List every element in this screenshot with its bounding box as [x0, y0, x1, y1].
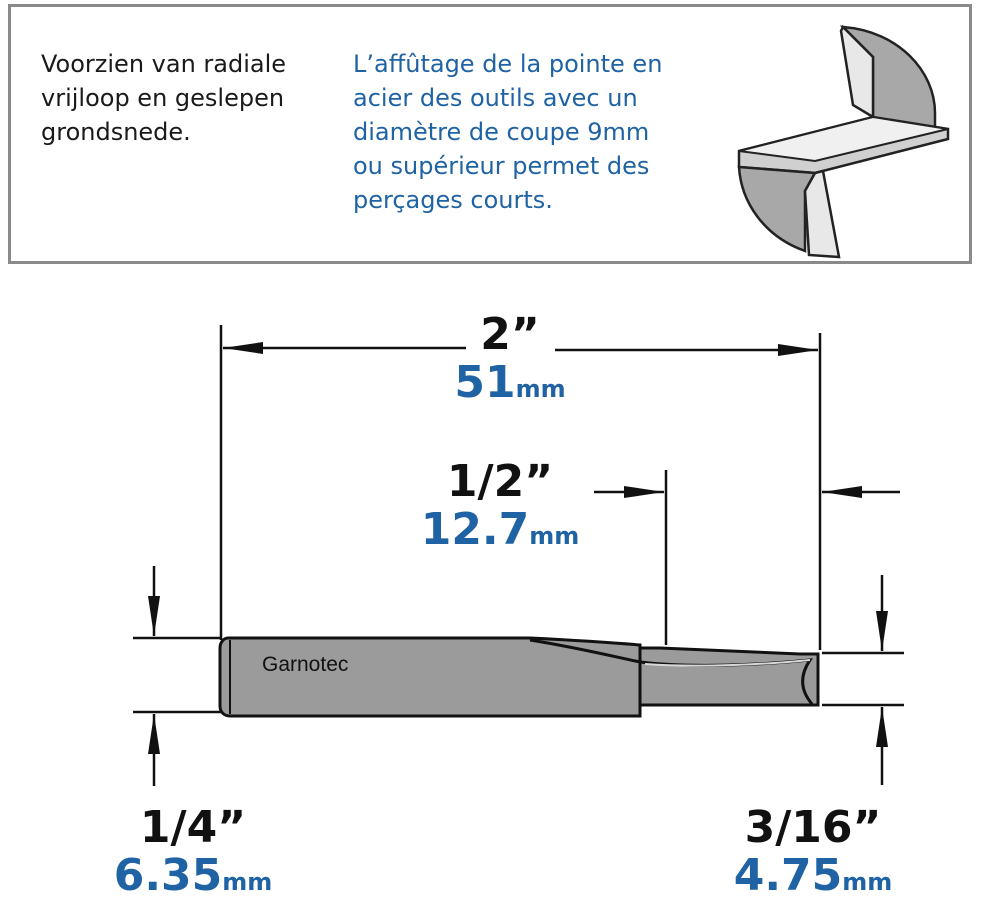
- cutting-length-imperial: 1/2”: [446, 456, 554, 507]
- cutting-diameter-metric: 4.75mm: [733, 850, 893, 901]
- shank-diameter-metric: 6.35mm: [113, 850, 273, 901]
- cutting-section-body: [640, 648, 818, 705]
- description-dutch: Voorzien van radiale vrijloop en geslepen grondsnede.: [41, 50, 287, 146]
- cutting-diameter-imperial: 3/16”: [744, 802, 882, 853]
- overall-length-metric: 51mm: [454, 357, 566, 408]
- cutting-length-metric: 12.7mm: [420, 504, 580, 555]
- overall-length-imperial: 2”: [480, 309, 540, 360]
- brand-label: Garnotec: [262, 653, 349, 676]
- description-french: L’affûtage de la pointe en acier des outils avec un diamètre de coupe 9mm ou supérieur permet des perçages courts.: [353, 50, 663, 214]
- cutting-length-label: [400, 456, 600, 555]
- shank-diameter-label: [98, 802, 288, 901]
- overall-length-label: [430, 309, 590, 408]
- cutting-diameter-label: [718, 802, 908, 901]
- shank-diameter-imperial: 1/4”: [139, 802, 247, 853]
